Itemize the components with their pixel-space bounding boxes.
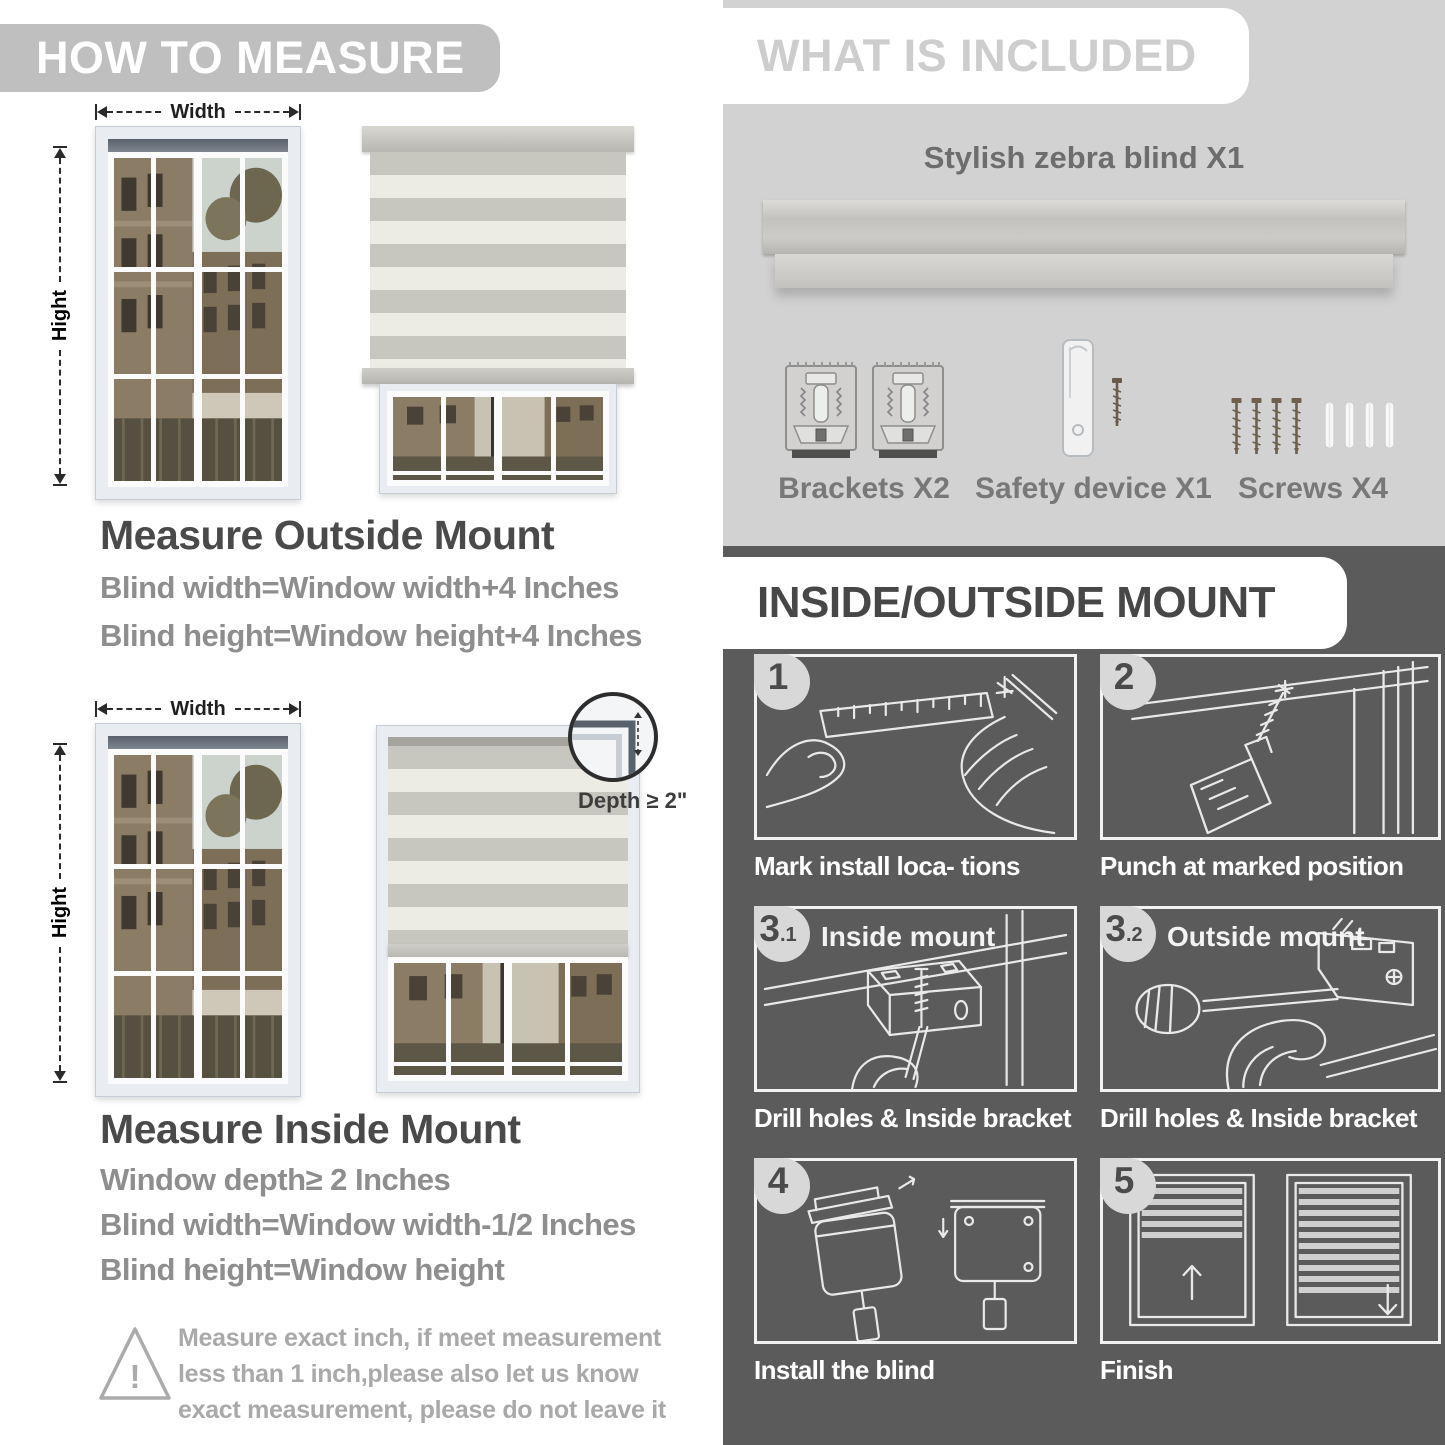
width-label: Width (170, 697, 226, 720)
anchor-icon (1322, 398, 1337, 454)
screw-icon (1289, 396, 1304, 462)
step-number: 5 (1113, 1160, 1135, 1201)
arrow-down-icon (54, 474, 66, 484)
step-number: 1 (767, 656, 789, 697)
inside-mount-heading: Measure Inside Mount (100, 1106, 521, 1152)
blind-headrail-graphic (763, 200, 1405, 254)
anchor-icon (1382, 398, 1397, 454)
pack-item-screws (1201, 330, 1425, 506)
step-panel (754, 654, 1077, 840)
window-head-bar (108, 139, 288, 152)
step-5 (1100, 1158, 1441, 1386)
screw-icon (1249, 396, 1264, 462)
step-number: 3 (1105, 908, 1126, 949)
screw-icon (1229, 396, 1244, 462)
step-panel (1100, 1158, 1441, 1344)
window-head-bar (108, 736, 288, 749)
window-illustration-outside (95, 126, 301, 500)
arrow-right-icon (289, 703, 299, 715)
formula-line: Blind height=Window height (100, 1252, 505, 1287)
formula-line: Window depth≥ 2 Inches (100, 1162, 451, 1197)
blind-cassette (362, 126, 634, 152)
step-badge (1100, 654, 1156, 710)
step-caption: Finish (1100, 1355, 1173, 1385)
step-sub-number: .1 (779, 923, 797, 946)
step-badge (754, 1158, 810, 1214)
step-panel-title: Outside mount (1167, 921, 1365, 952)
step-panel-title: Inside mount (821, 921, 996, 952)
step-caption: Mark install loca- tions (754, 851, 1020, 881)
outside-mount-heading: Measure Outside Mount (100, 512, 555, 558)
height-dimension-arrow (48, 743, 71, 1083)
anchor-icon (1362, 398, 1377, 454)
step-badge (754, 906, 810, 962)
width-dimension-arrow (95, 697, 301, 720)
window-mullion (194, 158, 202, 481)
warning-triangle-icon (96, 1322, 174, 1406)
bracket-icon (869, 358, 947, 462)
step-number: 4 (767, 1160, 789, 1201)
step-number: 2 (1113, 656, 1135, 697)
pack-item-brackets (757, 330, 971, 506)
arrow-up-icon (54, 148, 66, 158)
step-3-2 (1100, 906, 1441, 1134)
pack-item-label: Safety device X1 (975, 472, 1212, 505)
warning-text: Measure exact inch, if meet measurement less than 1 inch,please also let us know exact measurement, please do not leave it (178, 1324, 666, 1424)
width-label: Width (170, 100, 226, 123)
step-caption: Drill holes & Inside bracket (754, 1103, 1071, 1133)
step-2 (1100, 654, 1441, 882)
safety-device-icon (1056, 336, 1100, 462)
depth-label: Depth ≥ 2" (578, 788, 688, 813)
height-dimension-arrow (48, 146, 71, 486)
arrow-left-icon (97, 703, 107, 715)
anchor-icon (1342, 398, 1357, 454)
how-to-measure-banner: HOW TO MEASURE (0, 24, 500, 92)
step-sub-number: .2 (1125, 923, 1143, 946)
installation-steps-grid (754, 654, 1441, 1386)
step-3-1 (754, 906, 1077, 1134)
step-panel (1100, 906, 1441, 1092)
step-caption: Install the blind (754, 1355, 935, 1385)
blind-bottom-rail (388, 944, 628, 957)
zebra-blind-outside-mount-illustration (362, 126, 634, 500)
window-below-blind (379, 384, 617, 494)
step-1 (754, 654, 1077, 882)
pack-item-safety-device (975, 330, 1212, 506)
step-panel (754, 906, 1077, 1092)
what-is-included-banner: WHAT IS INCLUDED (723, 8, 1249, 104)
arrow-left-icon (97, 106, 107, 118)
step-badge (1100, 1158, 1156, 1214)
height-label: Hight (48, 887, 71, 939)
depth-callout-circle (566, 690, 660, 784)
pack-item-label: Brackets X2 (778, 472, 950, 505)
formula-line: Blind width=Window width-1/2 Inches (100, 1207, 636, 1242)
warning-exclamation: ! (129, 1358, 141, 1395)
formula-line: Blind height=Window height+4 Inches (100, 618, 642, 653)
width-dimension-arrow (95, 100, 301, 123)
formula-line: Blind width=Window width+4 Inches (100, 570, 619, 605)
step-caption: Drill holes & Inside bracket (1100, 1103, 1417, 1133)
step-badge (1100, 906, 1156, 962)
pack-item-label: Screws X4 (1237, 472, 1389, 505)
inside-outside-mount-banner: INSIDE/OUTSIDE MOUNT (723, 557, 1347, 649)
step-panel (754, 1158, 1077, 1344)
blind-headrail-lower-bar (775, 254, 1393, 288)
step-number: 3 (759, 908, 780, 949)
screw-icon (1269, 396, 1284, 462)
screw-icon (1109, 376, 1125, 434)
step-panel (1100, 654, 1441, 840)
height-label: Hight (48, 290, 71, 342)
window-illustration-inside (95, 723, 301, 1097)
blind-fabric-stripes (370, 152, 626, 368)
arrow-down-icon (54, 1071, 66, 1081)
inside-outside-mount-section (723, 546, 1445, 1445)
step-caption: Punch at marked position (1100, 851, 1404, 881)
step-badge (754, 654, 810, 710)
arrow-up-icon (54, 745, 66, 755)
step-4 (754, 1158, 1077, 1386)
blind-bottom-rail (362, 368, 634, 384)
bracket-icon (782, 358, 860, 462)
what-is-included-section (723, 0, 1445, 546)
product-label: Stylish zebra blind X1 (923, 140, 1245, 175)
arrow-right-icon (289, 106, 299, 118)
